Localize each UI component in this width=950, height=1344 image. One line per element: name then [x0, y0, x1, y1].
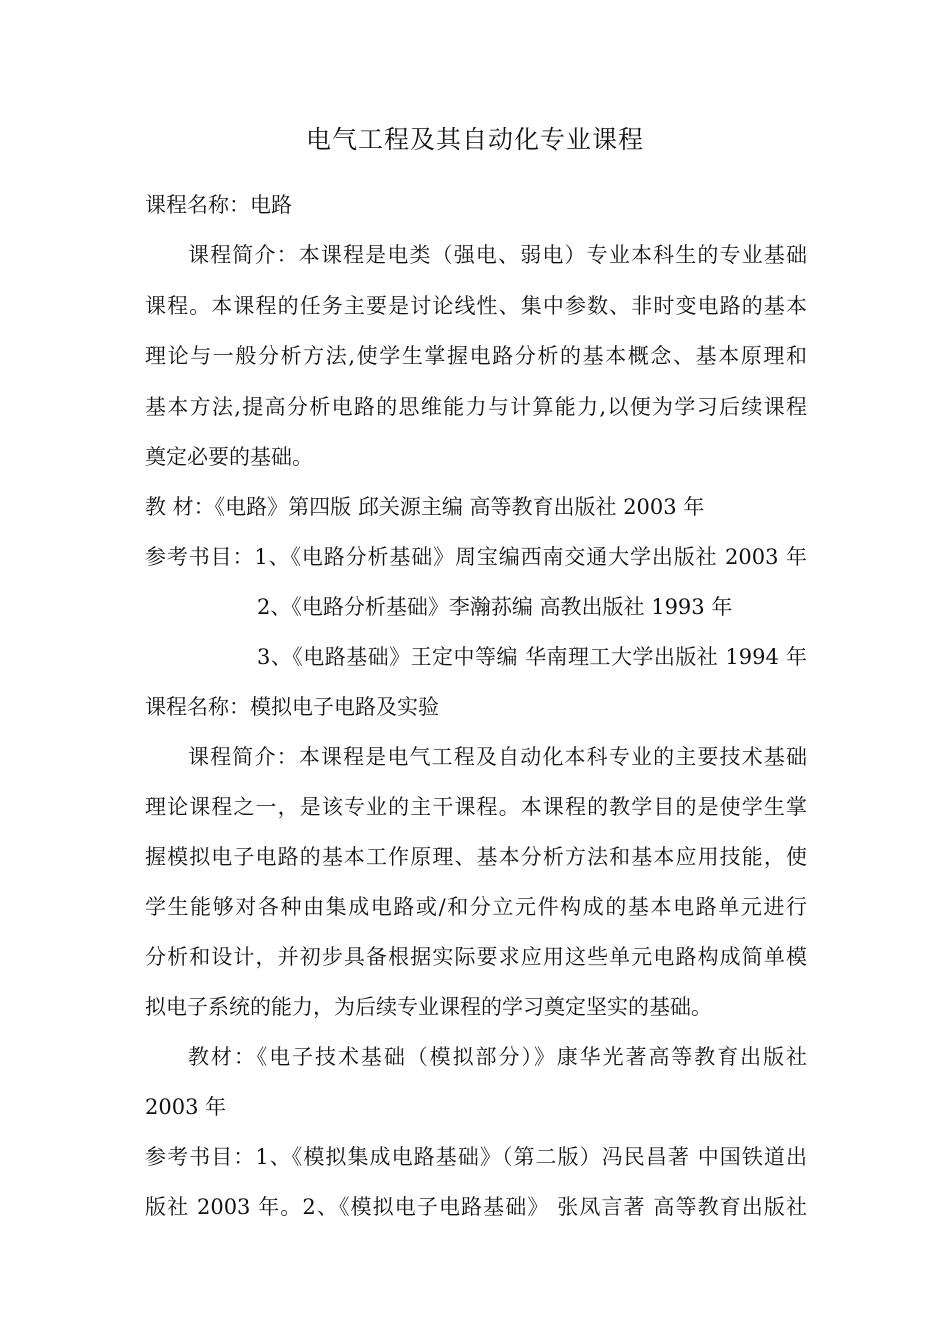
course-intro-line: 理论与一般分析方法,使学生掌握电路分析的基本概念、基本原理和 — [145, 344, 807, 368]
course-intro-line: 课程简介：本课程是电类（强电、弱电）专业本科生的专业基础 — [188, 243, 807, 267]
course-name-circuits: 课程名称：电路 — [145, 193, 292, 217]
course-intro-line: 拟电子系统的能力，为后续专业课程的学习奠定坚实的基础。 — [145, 995, 712, 1019]
course-intro-line: 握模拟电子电路的基本工作原理、基本分析方法和基本应用技能，使 — [145, 845, 807, 869]
course-reference: 3、《电路基础》王定中等编 华南理工大学出版社 1994 年 — [257, 645, 807, 669]
course-textbook: 教 材：《电路》第四版 邱关源主编 高等教育出版社 2003 年 — [145, 495, 705, 519]
course-reference: 2、《电路分析基础》李瀚荪编 高教出版社 1993 年 — [257, 595, 733, 619]
course-intro-line: 学生能够对各种由集成电路或/和分立元件构成的基本电路单元进行 — [145, 895, 807, 919]
course-intro-line: 分析和设计，并初步具备根据实际要求应用这些单元电路构成简单模 — [145, 945, 807, 969]
course-reference: 版社 2003 年。2、《模拟电子电路基础》 张凤言著 高等教育出版社 — [145, 1195, 807, 1219]
course-name-analog-electronics: 课程名称：模拟电子电路及实验 — [145, 695, 439, 719]
page-title: 电气工程及其自动化专业课程 — [305, 125, 644, 154]
course-intro-line: 奠定必要的基础。 — [145, 445, 313, 469]
course-textbook: 2003 年 — [145, 1095, 227, 1119]
course-reference: 参考书目：1、《模拟集成电路基础》（第二版）冯民昌著 中国铁道出 — [145, 1145, 807, 1169]
course-intro-line: 课程简介：本课程是电气工程及自动化本科专业的主要技术基础 — [188, 745, 807, 769]
course-reference: 参考书目：1、《电路分析基础》周宝编西南交通大学出版社 2003 年 — [145, 545, 807, 569]
course-intro-line: 理论课程之一，是该专业的主干课程。本课程的教学目的是使学生掌 — [145, 795, 807, 819]
course-textbook: 教材：《电子技术基础（模拟部分）》康华光著高等教育出版社 — [188, 1045, 807, 1069]
course-intro-line: 课程。本课程的任务主要是讨论线性、集中参数、非时变电路的基本 — [145, 294, 807, 318]
course-intro-line: 基本方法,提高分析电路的思维能力与计算能力,以便为学习后续课程 — [145, 395, 807, 419]
